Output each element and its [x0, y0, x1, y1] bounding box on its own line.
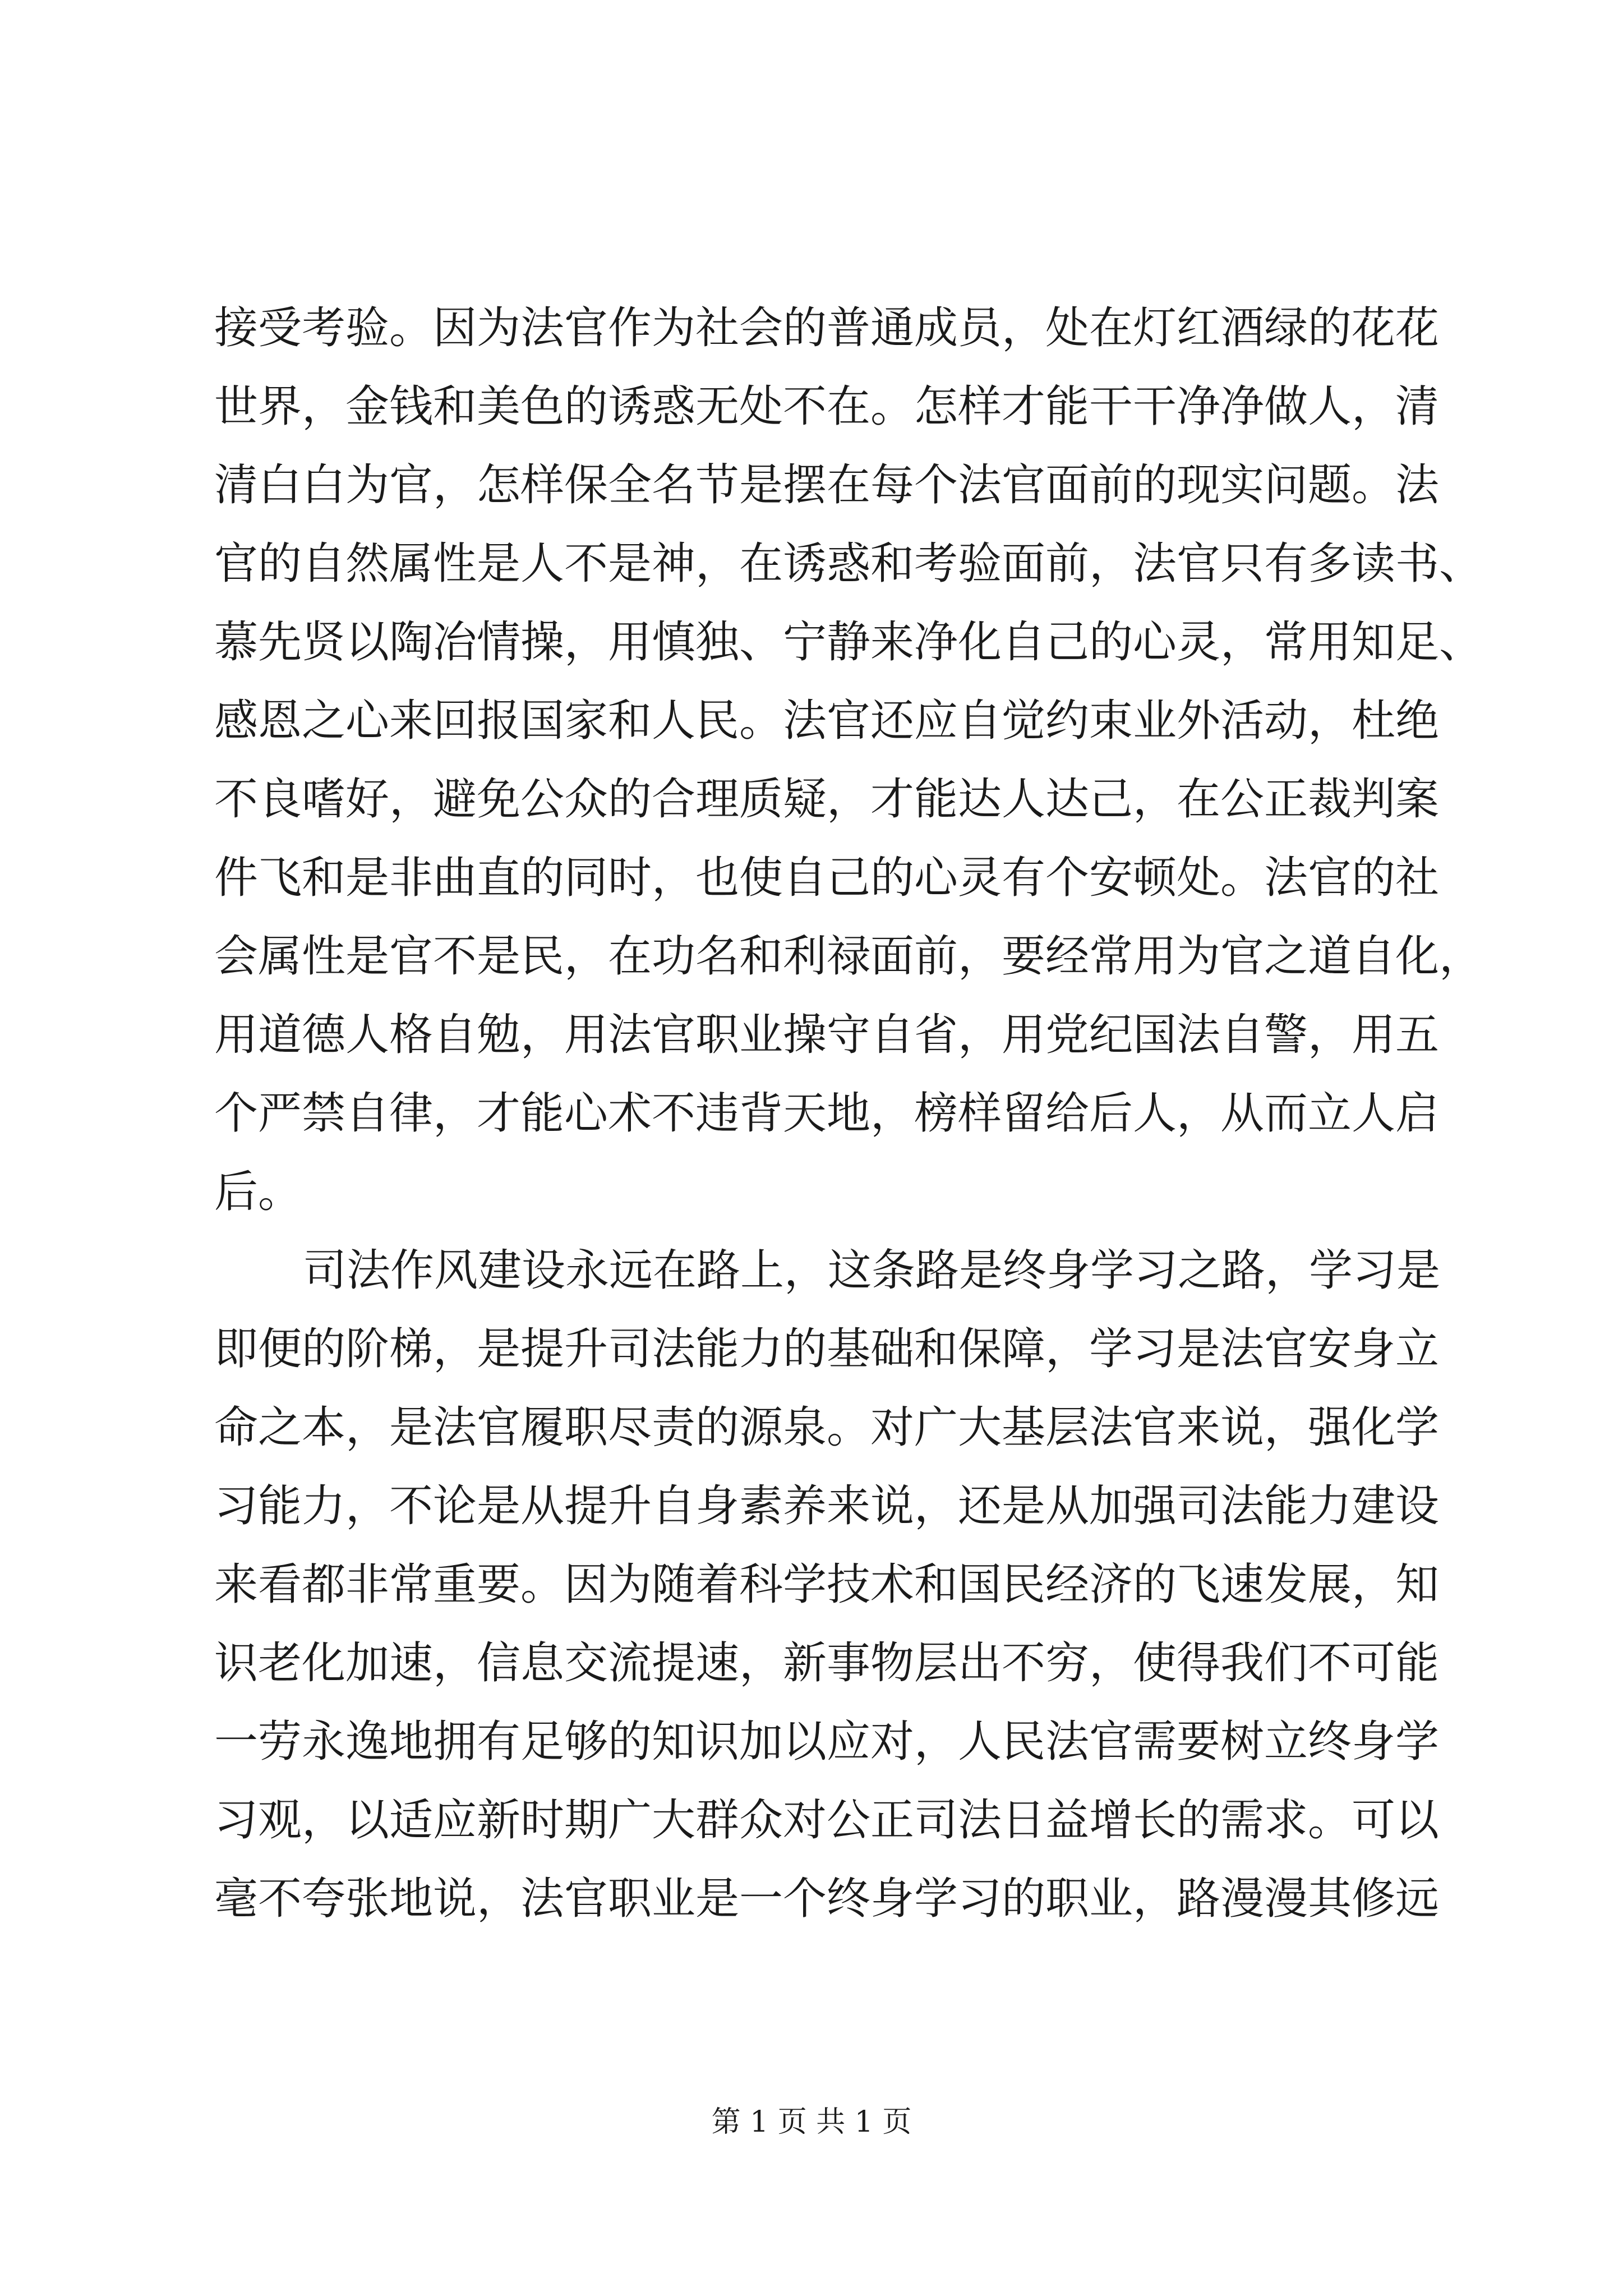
paragraph-1-line-1: 接受考验。因为法官作为社会的普通成员，处在灯红酒绿的花花 — [214, 303, 1440, 353]
paragraph-1-line-7: 不良嗜好，避免公众的合理质疑，才能达人达己，在公正裁判案 — [214, 774, 1440, 825]
paragraph-2-line-5: 来看都非常重要。因为随着科学技术和国民经济的飞速发展，知 — [214, 1559, 1440, 1610]
paragraph-1-line-4: 官的自然属性是人不是神，在诱惑和考验面前，法官只有多读书、 — [214, 539, 1483, 589]
paragraph-2-line-7: 一劳永逸地拥有足够的知识加以应对，人民法官需要树立终身学 — [214, 1717, 1440, 1767]
paragraph-1-line-10: 用道德人格自勉，用法官职业操守自省，用党纪国法自警，用五 — [214, 1010, 1440, 1060]
paragraph-1-line-6: 感恩之心来回报国家和人民。法官还应自觉约束业外活动，杜绝 — [214, 696, 1440, 746]
paragraph-2-line-9: 毫不夸张地说，法官职业是一个终身学习的职业，路漫漫其修远 — [214, 1874, 1440, 1924]
paragraph-1-line-9: 会属性是官不是民，在功名和利禄面前，要经常用为官之道自化， — [214, 931, 1483, 982]
paragraph-2-line-4: 习能力，不论是从提升自身素养来说，还是从加强司法能力建设 — [214, 1481, 1440, 1531]
paragraph-2-line-3: 命之本，是法官履职尽责的源泉。对广大基层法官来说，强化学 — [214, 1402, 1440, 1453]
paragraph-1-line-11: 个严禁自律，才能心术不违背天地，榜样留给后人，从而立人启 — [214, 1088, 1440, 1139]
paragraph-1-line-8: 件飞和是非曲直的同时，也使自己的心灵有个安顿处。法官的社 — [214, 853, 1440, 903]
paragraph-2-line-1: 司法作风建设永远在路上，这条路是终身学习之路，学习是 — [303, 1245, 1441, 1296]
paragraph-1-line-2: 世界，金钱和美色的诱惑无处不在。怎样才能干干净净做人，清 — [214, 381, 1440, 432]
paragraph-1-line-12: 后。 — [214, 1167, 302, 1217]
paragraph-1-line-3: 清白白为官，怎样保全名节是摆在每个法官面前的现实问题。法 — [214, 460, 1440, 510]
paragraph-2-line-6: 识老化加速，信息交流提速，新事物层出不穷，使得我们不可能 — [214, 1638, 1440, 1688]
page-number-footer: 第 1 页 共 1 页 — [711, 2105, 912, 2139]
paragraph-2-line-2: 即便的阶梯，是提升司法能力的基础和保障，学习是法官安身立 — [214, 1324, 1440, 1374]
paragraph-2-line-8: 习观，以适应新时期广大群众对公正司法日益增长的需求。可以 — [214, 1795, 1440, 1846]
paragraph-1-line-5: 慕先贤以陶冶情操，用慎独、宁静来净化自己的心灵，常用知足、 — [214, 617, 1483, 668]
